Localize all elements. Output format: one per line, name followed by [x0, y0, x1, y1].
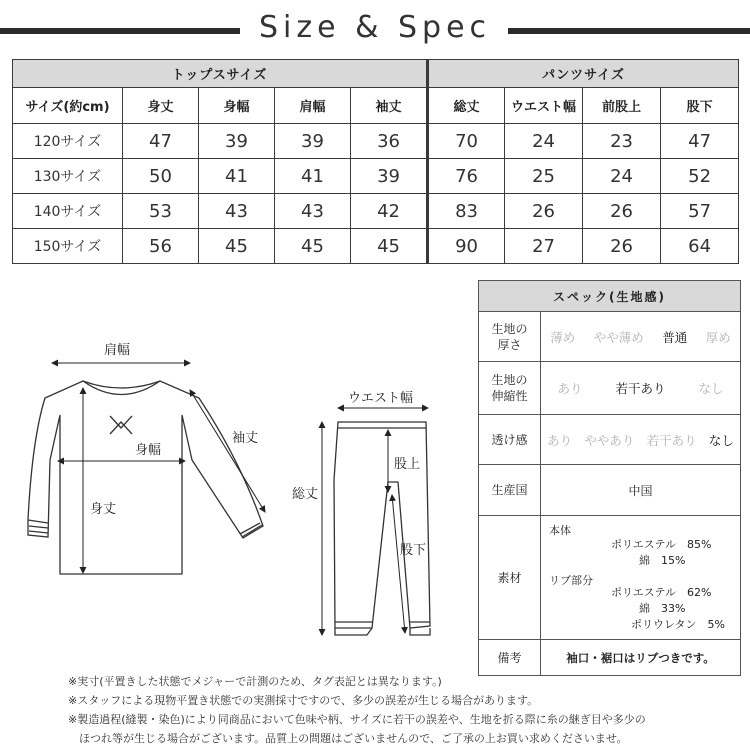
table-cell: 41	[275, 159, 351, 194]
table-cell: 39	[351, 159, 428, 194]
column-header: 総丈	[428, 88, 505, 124]
size-label: 150サイズ	[13, 229, 123, 264]
size-label: 120サイズ	[13, 124, 123, 159]
table-cell: 45	[351, 229, 428, 264]
table-row	[13, 229, 739, 264]
column-header: 身幅	[199, 88, 275, 124]
material-rib-label: リブ部分	[549, 574, 593, 587]
table-cell: 56	[123, 229, 199, 264]
column-header: 股下	[661, 88, 739, 124]
material-label: 素材	[479, 516, 541, 640]
size-table	[12, 59, 739, 264]
material-details	[541, 516, 741, 640]
sheer-options	[541, 415, 741, 465]
table-cell: 24	[505, 124, 583, 159]
table-cell: 39	[275, 124, 351, 159]
material-rib-line: 綿 33%	[639, 602, 686, 615]
material-body-line: 綿 15%	[639, 554, 686, 567]
table-cell: 43	[199, 194, 275, 229]
column-header: 前股上	[583, 88, 661, 124]
table-cell: 45	[199, 229, 275, 264]
spec-table	[478, 280, 741, 676]
title-rule-right	[508, 28, 750, 34]
table-cell: 39	[199, 124, 275, 159]
option-selected: なし	[708, 432, 734, 448]
note-line: ※製造過程(縫製・染色)により同商品において色味や柄、サイズに若干の誤差や、生地を折る際に糸の継ぎ目や多少の	[68, 713, 646, 726]
column-header: 身丈	[123, 88, 199, 124]
column-header: ウエスト幅	[505, 88, 583, 124]
thickness-options	[541, 312, 741, 362]
thickness-label: 生地の 厚さ	[479, 312, 541, 362]
table-row	[13, 194, 739, 229]
table-cell: 50	[123, 159, 199, 194]
option-selected: 若干あり	[615, 381, 666, 396]
table-cell: 47	[661, 124, 739, 159]
notes	[68, 672, 646, 748]
table-cell: 47	[123, 124, 199, 159]
note-line: ほつれ等が生じる場合がございます。品質上の問題はございませんので、ご了承の上お買い求めくださいませ。	[68, 732, 628, 745]
table-cell: 52	[661, 159, 739, 194]
remarks-value: 袖口・裾口はリブつきです。	[541, 640, 741, 676]
column-header: 肩幅	[275, 88, 351, 124]
table-cell: 36	[351, 124, 428, 159]
table-row	[13, 124, 739, 159]
note-line: ※スタッフによる現物平置き状態での実測採寸ですので、多少の誤差が生じる場合があります。	[68, 694, 539, 707]
column-header: 袖丈	[351, 88, 428, 124]
table-cell: 42	[351, 194, 428, 229]
size-label: 130サイズ	[13, 159, 123, 194]
stretch-label: 生地の 伸縮性	[479, 362, 541, 415]
table-row	[13, 159, 739, 194]
table-cell: 26	[583, 229, 661, 264]
body-length-label: 身丈	[90, 502, 117, 517]
table-cell: 24	[583, 159, 661, 194]
spec-title: スペック(生地感)	[479, 281, 741, 312]
table-cell: 76	[428, 159, 505, 194]
table-cell: 25	[505, 159, 583, 194]
table-cell: 43	[275, 194, 351, 229]
total-length-label: 総丈	[292, 487, 319, 502]
sheer-label: 透け感	[479, 415, 541, 465]
page-title: Size & Spec	[258, 10, 492, 45]
table-cell: 26	[583, 194, 661, 229]
tops-size-header: トップスサイズ	[13, 60, 428, 88]
stretch-options	[541, 362, 741, 415]
option: 若干あり	[646, 432, 697, 448]
body-width-label: 身幅	[135, 443, 162, 458]
option: ややあり	[584, 432, 635, 448]
option: 薄め	[550, 329, 576, 345]
option: 厚め	[705, 329, 731, 345]
table-cell: 53	[123, 194, 199, 229]
option: なし	[698, 381, 724, 396]
sleeve-length-label: 袖丈	[232, 431, 259, 446]
table-cell: 45	[275, 229, 351, 264]
origin-value: 中国	[541, 465, 741, 516]
title-rule-left	[0, 28, 240, 34]
table-cell: 90	[428, 229, 505, 264]
pants-illustration	[334, 422, 430, 635]
option-selected: 普通	[662, 329, 688, 345]
rise-label: 股上	[394, 457, 421, 472]
sweater-illustration	[28, 381, 263, 574]
note-line: ※実寸(平置きした状態でメジャーで計測のため、タグ表記とは異なります。)	[68, 675, 442, 688]
remarks-label: 備考	[479, 640, 541, 676]
table-cell: 23	[583, 124, 661, 159]
table-cell: 64	[661, 229, 739, 264]
measurement-diagram	[0, 330, 470, 660]
table-cell: 27	[505, 229, 583, 264]
table-cell: 70	[428, 124, 505, 159]
waist-width-label: ウエスト幅	[348, 391, 414, 406]
size-label: 140サイズ	[13, 194, 123, 229]
table-cell: 57	[661, 194, 739, 229]
origin-label: 生産国	[479, 465, 541, 516]
material-rib-line: ポリエステル 62%	[611, 586, 712, 599]
table-cell: 41	[199, 159, 275, 194]
option: あり	[547, 432, 573, 448]
option: やや薄め	[593, 329, 644, 345]
material-body-label: 本体	[549, 524, 571, 537]
table-cell: 26	[505, 194, 583, 229]
option: あり	[557, 381, 583, 396]
material-rib-line: ポリウレタン 5%	[631, 618, 726, 631]
column-header: サイズ(約cm)	[13, 88, 123, 124]
inseam-label: 股下	[400, 543, 427, 558]
table-cell: 83	[428, 194, 505, 229]
pants-size-header: パンツサイズ	[428, 60, 739, 88]
material-body-line: ポリエステル 85%	[611, 538, 712, 551]
shoulder-width-label: 肩幅	[104, 343, 131, 358]
